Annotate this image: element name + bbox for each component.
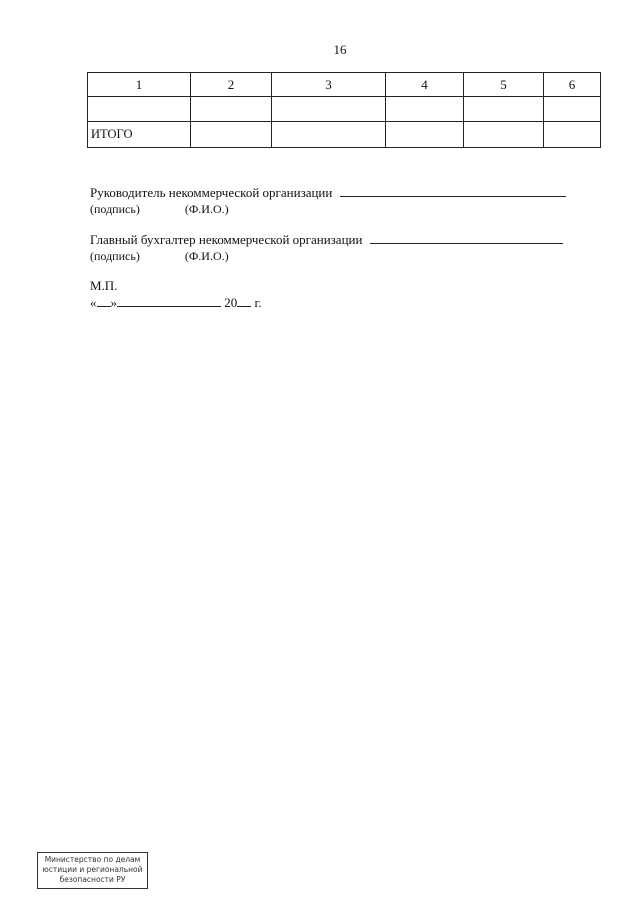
table-cell <box>191 122 272 148</box>
report-table <box>87 72 601 148</box>
table-total-row <box>88 122 601 148</box>
head-signature-title: Руководитель некоммерческой организации <box>90 185 333 200</box>
table-cell <box>464 122 544 148</box>
accountant-name-label: (Ф.И.О.) <box>184 249 229 263</box>
head-signature-line <box>340 184 566 197</box>
page-number: 16 <box>333 42 347 57</box>
head-signature-block <box>90 184 566 217</box>
table-cell <box>88 97 191 122</box>
table-header-row <box>88 73 601 97</box>
table-cell <box>272 122 386 148</box>
quote-close: » <box>110 295 117 310</box>
table-cell <box>544 122 601 148</box>
seal-label: М.П. <box>90 278 118 293</box>
seal-block <box>90 278 262 311</box>
column-header-5: 5 <box>464 73 544 97</box>
accountant-signature-line <box>370 231 563 244</box>
year-suffix: г. <box>254 295 262 310</box>
accountant-signature-title: Главный бухгалтер некоммерческой организации <box>90 232 363 247</box>
year-prefix: 20 <box>224 295 238 310</box>
date-line <box>90 294 262 311</box>
column-header-1: 1 <box>88 73 191 97</box>
stamp-line-1: Министерство по делам <box>44 855 141 864</box>
column-header-2: 2 <box>191 73 272 97</box>
table-cell <box>191 97 272 122</box>
column-header-4: 4 <box>386 73 464 97</box>
quote-open: « <box>90 295 97 310</box>
ministry-stamp <box>37 852 148 889</box>
table-cell <box>272 97 386 122</box>
day-blank <box>97 294 111 307</box>
accountant-signature-block <box>90 231 563 264</box>
table-cell <box>464 97 544 122</box>
column-header-6: 6 <box>544 73 601 97</box>
head-name-label: (Ф.И.О.) <box>184 202 229 216</box>
accountant-sign-label: (подпись) <box>90 249 140 263</box>
column-header-3: 3 <box>272 73 386 97</box>
stamp-line-3: безопасности РУ <box>59 875 126 884</box>
table-cell <box>386 122 464 148</box>
stamp-line-2: юстиции и региональной <box>42 865 143 874</box>
total-label: ИТОГО <box>88 122 191 148</box>
table-cell <box>544 97 601 122</box>
head-sign-label: (подпись) <box>90 202 140 216</box>
table-cell <box>386 97 464 122</box>
month-blank <box>117 294 221 307</box>
table-row <box>88 97 601 122</box>
year-blank <box>237 294 251 307</box>
